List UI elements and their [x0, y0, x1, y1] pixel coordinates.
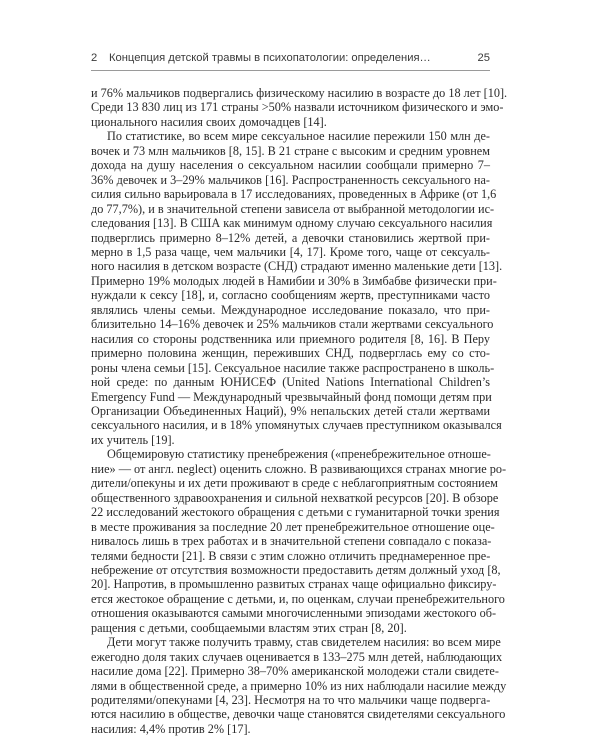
- text-line: нуждали к сексу [18], и, согласно сообщениям жертв, преступниками часто: [91, 288, 490, 303]
- page-number: 25: [477, 52, 490, 64]
- text-line: небрежение от отсутствия возможности предоставить детям должный уход [8,: [91, 562, 501, 577]
- text-line: ежегодно доля таких случаев оценивается в 133–275 млн детей, наблюдающих: [91, 649, 503, 664]
- text-line: насилия: 4,4% против 2% [17].: [91, 721, 251, 736]
- text-line: Emergency Fund — Международный чрезвычайный фонд помощи детям при: [91, 389, 492, 404]
- text-line: мерно в 1,5 раза чаще, чем мальчики [4, 17]. Кроме того, чаще от сексуаль-: [91, 244, 490, 259]
- text-line: и 76% мальчиков подвергались физическому насилию в возрасте до 18 лет [10].: [91, 86, 508, 100]
- chapter-number: 2: [91, 52, 98, 64]
- text-line: их учитель [19].: [91, 432, 175, 447]
- text-line: Общемировую статистику пренебрежения («пренебрежительное отноше-: [107, 447, 491, 462]
- text-line: вочек и 73 млн мальчиков [8, 15]. В 21 стране с высоким и средним уровнем: [91, 143, 490, 158]
- body-text: [91, 86, 508, 736]
- text-line: ционального насилия своих домочадцев [14].: [91, 114, 327, 129]
- text-line: ного насилия в детском возрасте (СНД) страдают именно маленькие дети [13].: [91, 259, 503, 274]
- text-line: ращения с детьми, сообщаемыми властям этих стран [8, 20].: [91, 620, 407, 635]
- header-rule: [91, 70, 490, 71]
- text-line: примерно половина женщин, переживших СНД, подверглась ему со сто-: [91, 346, 490, 361]
- text-line: Среди 13 830 лиц из 171 страны >50% назвали источником физического и эмо-: [91, 100, 504, 115]
- running-title: Концепция детской травмы в психопатологии: определения…: [109, 52, 431, 64]
- text-line: общественного здравоохранения и сильной нехваткой ресурсов [20]. В обзоре: [91, 490, 499, 505]
- text-line: роны члена семьи [15]. Сексуальное насилие также распространено в школь-: [91, 360, 495, 375]
- text-line: Организации Объединенных Наций), 9% непальских детей стали жертвами: [91, 403, 490, 418]
- text-line: родителями/опекунами [4, 23]. Несмотря на то что мальчики чаще подверга-: [91, 693, 491, 708]
- paragraph-1: [91, 86, 508, 129]
- text-line: до 77,7%), и в значительной степени зависела от выбранной методологии ис-: [91, 201, 495, 216]
- text-line: ется жестокое обращение с детьми, и, по оценкам, случаи пренебрежительного: [91, 591, 505, 606]
- text-line: насилия со стороны родственника или приемного родителя [8, 16]. В Перу: [91, 331, 490, 346]
- text-line: ние» — от англ. neglect) оценить сложно. В развивающихся странах многие ро-: [91, 461, 507, 476]
- text-line: являлись члены семьи. Международное исследование показало, что при-: [91, 302, 490, 317]
- text-line: лями в общественной среде, а примерно 10% из них наблюдали насилие между: [91, 678, 507, 693]
- text-line: 22 исследований жестокого обращения с детьми с гуманитарной точки зрения: [91, 505, 500, 520]
- text-line: отношения оказываются самыми многочисленными эпизодами жестокого об-: [91, 606, 497, 621]
- paragraph-4: [91, 635, 507, 736]
- text-line: ной среде: по данным ЮНИСЕФ (United Nations International Children’s: [91, 375, 490, 390]
- text-line: 20]. Напротив, в промышленно развитых странах чаще официально фиксиру-: [91, 577, 497, 592]
- text-line: По статистике, во всем мире сексуальное насилие пережили 150 млн де-: [107, 129, 490, 144]
- text-line: силия сильно варьировала в 17 исследованиях, проведенных в Африке (от 1,6: [91, 187, 497, 202]
- text-line: следования [13]. В США как минимум одному случаю сексуального насилия: [91, 216, 493, 231]
- text-line: ются насилию в обществе, девочки чаще становятся свидетелями сексуального: [91, 707, 506, 722]
- text-line: 36% девочек и 3–29% мальчиков [16]. Распространенность сексуального на-: [91, 172, 490, 187]
- text-line: близительно 14–16% девочек и 25% мальчиков стали жертвами сексуального: [91, 317, 494, 332]
- text-line: дители/опекуны и их дети проживают в среде с неблагоприятным состоянием: [91, 476, 498, 491]
- text-line: сексуального насилия, и в 18% упомянутых случаев преступником оказывался: [91, 418, 502, 433]
- paragraph-3: [91, 447, 507, 635]
- text-line: Примерно 19% молодых людей в Намибии и 30% в Зимбабве физически при-: [91, 273, 497, 288]
- text-line: нивалось лишь в трех работах и в значительной степени совпадало с показа-: [91, 534, 492, 549]
- text-line: дохода на душу населения о сексуальном насилии сообщали примерно 7–: [91, 158, 490, 173]
- text-line: в месте проживания за последние 20 лет пренебрежительное отношение оце-: [91, 519, 495, 534]
- text-line: телями бедности [21]. В связи с этим сложно отличить преднамеренное пре-: [91, 548, 491, 563]
- text-line: подверглись примерно 8–12% детей, а девочки становились жертвой при-: [91, 230, 490, 245]
- text-line: Дети могут также получить травму, став свидетелем насилия: во всем мире: [107, 635, 501, 650]
- text-line: насилие дома [22]. Примерно 38–70% американской молодежи стали свидете-: [91, 664, 499, 679]
- paragraph-2: [91, 129, 503, 447]
